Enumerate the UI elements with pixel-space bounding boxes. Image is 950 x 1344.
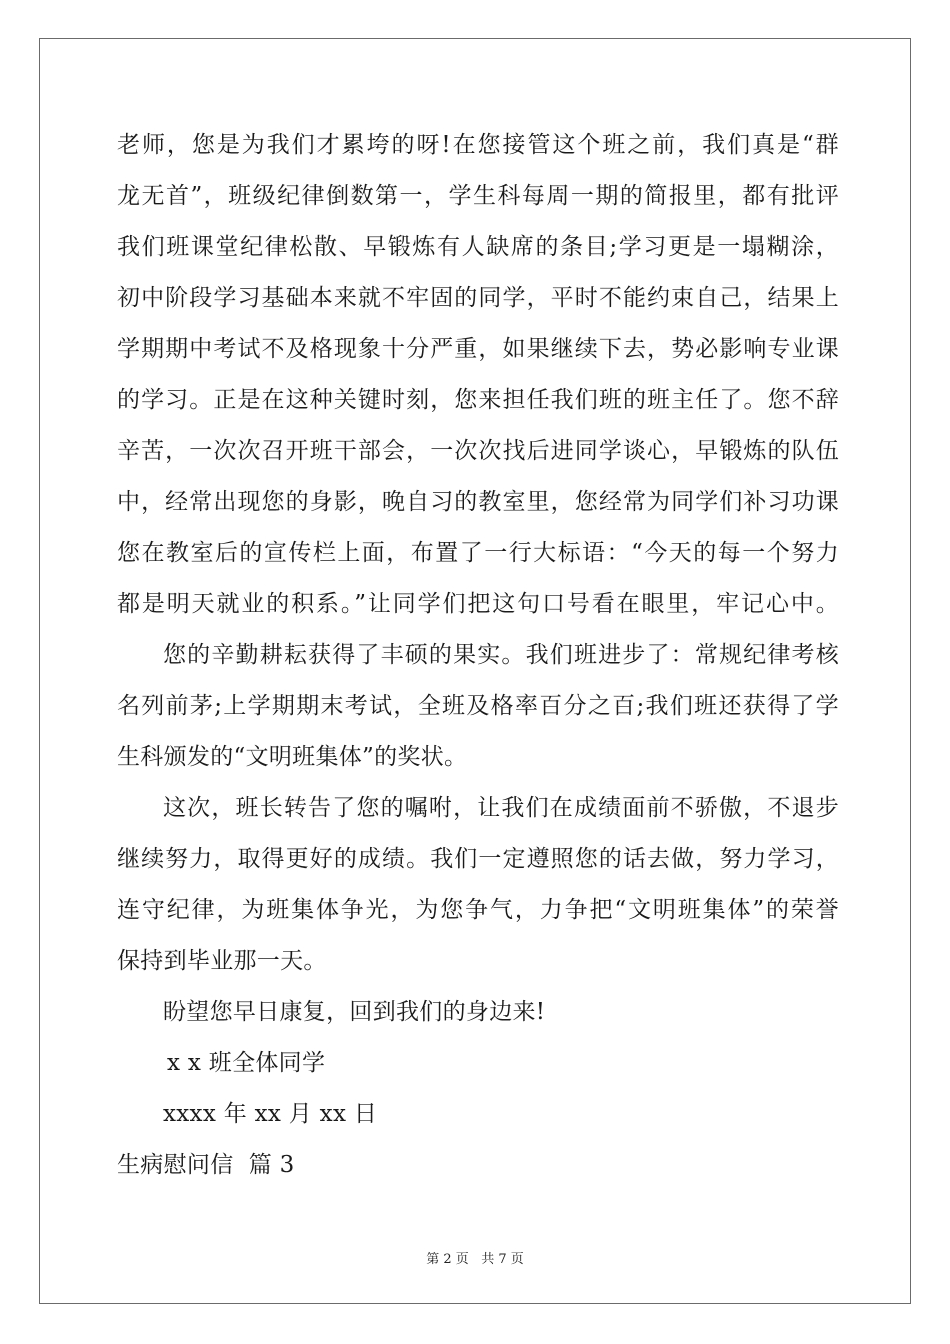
text-line: 龙无首”，班级纪律倒数第一，学生科每周一期的简报里，都有批评 (117, 183, 839, 209)
page-number: 第 2 页 共 7 页 (426, 1252, 524, 1267)
text-line: 这次，班长转告了您的嘱咐，让我们在成绩面前不骄傲，不退步 (163, 795, 839, 821)
closing-line: 盼望您早日康复，回到我们的身边来! (163, 999, 546, 1025)
signature: x x 班全体同学 (167, 1050, 326, 1076)
date-line: xxxx 年 xx 月 xx 日 (163, 1101, 378, 1127)
section-heading: 生病慰问信 篇 3 (117, 1152, 295, 1178)
text-line: 生科颁发的“文明班集体”的奖状。 (117, 744, 468, 770)
text-line: 您的辛勤耕耘获得了丰硕的果实。我们班进步了：常规纪律考核 (163, 642, 839, 668)
text-line: 继续努力，取得更好的成绩。我们一定遵照您的话去做，努力学习， (117, 846, 839, 872)
text-line: 辛苦，一次次召开班干部会，一次次找后进同学谈心，早锻炼的队伍 (117, 438, 839, 464)
text-line: 老师，您是为我们才累垮的呀!在您接管这个班之前，我们真是“群 (117, 132, 839, 158)
text-line: 学期期中考试不及格现象十分严重，如果继续下去，势必影响专业课 (117, 336, 839, 362)
text-line: 名列前茅;上学期期末考试，全班及格率百分之百;我们班还获得了学 (117, 693, 839, 719)
paragraph-3 (117, 793, 839, 997)
text-line: 都是明天就业的积系。”让同学们把这句口号看在眼里，牢记心中。 (117, 591, 839, 617)
text-line: 中，经常出现您的身影，晚自习的教室里，您经常为同学们补习功课 (117, 489, 839, 515)
text-line: 初中阶段学习基础本来就不牢固的同学，平时不能约束自己，结果上 (117, 285, 839, 311)
paragraph-1 (117, 130, 839, 640)
paragraph-2 (117, 640, 839, 793)
text-line: 您在教室后的宣传栏上面，布置了一行大标语：“今天的每一个努力 (117, 540, 839, 566)
text-line: 连守纪律，为班集体争光，为您争气，力争把“文明班集体”的荣誉 (117, 897, 839, 923)
text-line: 我们班课堂纪律松散、早锻炼有人缺席的条目;学习更是一塌糊涂， (117, 234, 839, 260)
document-body (117, 130, 839, 1201)
text-line: 保持到毕业那一天。 (117, 948, 327, 974)
text-line: 的学习。正是在这种关键时刻，您来担任我们班的班主任了。您不辞 (117, 387, 839, 413)
